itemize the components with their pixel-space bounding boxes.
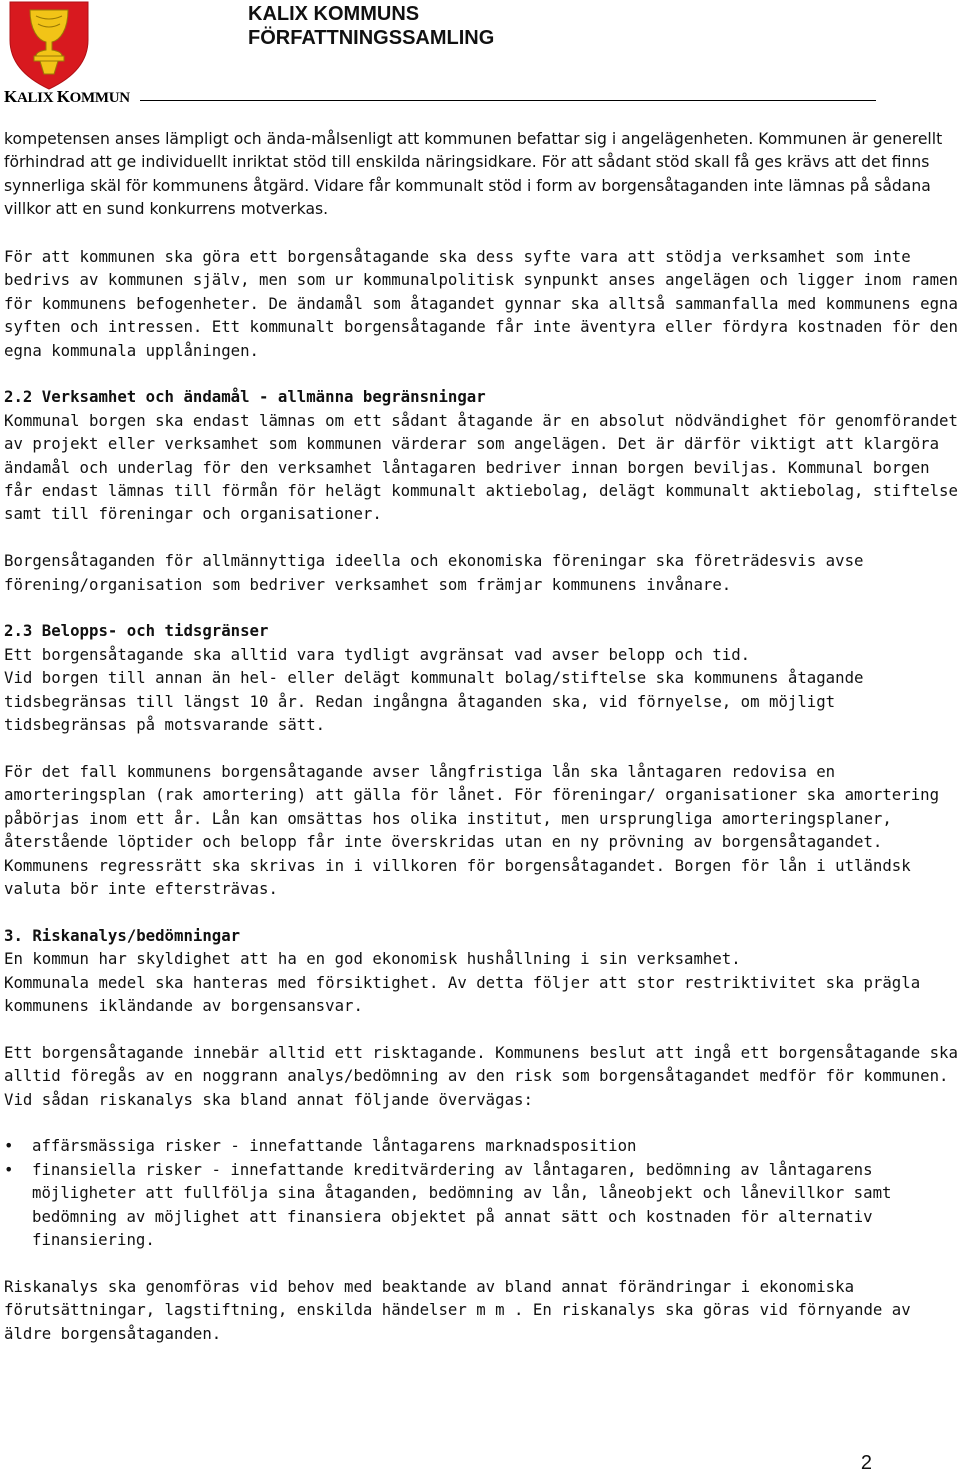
list-item-text: finansiella risker - innefattande kreditvärdering av låntagaren, bedömning av låntagarens möjligheter att fullfölja sina åtaganden, bedömning av lån, låneobjekt och lånevillkor samt bedömning av möjlighet att finansiera objektet på annat sätt och kostnaden för alternativ finansiering. (32, 1159, 892, 1249)
spacer (4, 737, 958, 760)
publication-title (248, 2, 494, 50)
section-heading-2-2: 2.2 Verksamhet och ändamål - allmänna begränsningar (4, 387, 486, 407)
title-line-2: FÖRFATTNINGSSAMLING (248, 27, 495, 49)
spacer (4, 222, 958, 245)
paragraph-associations: Borgensåtaganden för allmännyttiga ideella och ekonomiska föreningar ska företrädesvis avse förening/organisation som bedriver verksamhet som främjar kommunens invånare. (4, 551, 864, 594)
wordmark-ommun: OMMUN (69, 90, 130, 106)
spacer (4, 1017, 958, 1040)
spacer (4, 1111, 958, 1134)
spacer (4, 526, 958, 549)
bullet-icon: • (4, 1136, 14, 1156)
paragraph-competence: kompetensen anses lämpligt och ända-målsenligt att kommunen befattar sig i angelägenheten. Kommunen är generellt förhindrad att ge individuellt inriktat stöd till enskilda näringsidkare. För att sådant stöd skall få ges krävs att det finns synnerliga skäl för kommunens åtgärd. Vidare får kommunalt stöd i form av borgensåtaganden inte lämnas på sådana villkor att en sund konkurrens motverkas. (4, 130, 943, 219)
coat-of-arms-chalice-icon (6, 0, 92, 90)
page-header (0, 0, 960, 104)
page-number: 2 (860, 1452, 872, 1474)
paragraph-purpose: För att kommunen ska göra ett borgensåtagande ska dess syfte vara att stödja verksamhet som inte bedrivs av kommunen själv, men som ur kommunalpolitisk synpunkt anses angelägen och ligger inom ramen för kommunens befogenheter. De ändamål som åtagandet gynnar ska alltså sammanfalla med kommunens egna syften och intressen. Ett kommunalt borgensåtagande får inte äventyra eller fördyra kostnaden för den egna kommunala upplåningen. (4, 247, 958, 360)
paragraph-limits-b: Vid borgen till annan än hel- eller delägt kommunalt bolag/stiftelse ska kommunens åtagande tidsbegränsas till längst 10 år. Redan ingångna åtaganden ska, vid förnyelse, om möjligt tidsbegränsas på motsvarande sätt. (4, 668, 864, 735)
paragraph-risk-taking: Ett borgensåtagande innebär alltid ett risktagande. Kommunens beslut att ingå ett borgensåtagande ska alltid föregås av en noggrann analys/bedömning av den risk som borgensåtagandet medför för kommunen. Vid sådan riskanalys ska bland annat följande övervägas: (4, 1042, 958, 1109)
spacer (4, 900, 958, 923)
section-heading-3: 3. Riskanalys/bedömningar (4, 925, 241, 945)
municipality-wordmark (4, 87, 130, 107)
paragraph-risk-analysis: Riskanalys ska genomföras vid behov med beaktande av bland annat förändringar i ekonomiska förutsättningar, lagstiftning, enskilda händelser m m . En riskanalys ska göras vid förnyande av äldre borgensåtaganden. (4, 1276, 911, 1343)
bullet-icon: • (4, 1159, 14, 1179)
wordmark-initial-k: K (4, 87, 17, 106)
paragraph-caution: Kommunala medel ska hanteras med försiktighet. Av detta följer att stor restriktivitet ska prägla kommunens ikländande av borgensansvar. (4, 972, 921, 1015)
section-heading-2-3: 2.3 Belopps- och tidsgränser (4, 621, 269, 641)
wordmark-initial-k2: K (56, 87, 70, 106)
spacer (4, 362, 958, 385)
list-item (4, 1134, 958, 1157)
document-body (4, 128, 958, 1345)
paragraph-amortization: För det fall kommunens borgensåtagande avser långfristiga lån ska låntagaren redovisa en amorteringsplan (rak amortering) att gälla för lånet. För föreningar/ organisationer ska amortering påbörjas inom ett år. Lån kan omsättas hos olika institut, men ursprungliga amorteringsplaner, återstående löptider och belopp får inte överskridas utan en ny prövning av borgensåtagandet. Kommunens regressrätt ska skrivas in i villkoren för borgensåtagandet. Borgen för lån i utländsk valuta bör inte eftersträvas. (4, 761, 940, 898)
paragraph-economic-duty: En kommun har skyldighet att ha en god ekonomisk hushållning i sin verksamhet. (4, 949, 741, 969)
title-line-1: KALIX KOMMUNS (248, 3, 420, 25)
paragraph-limits-a: Ett borgensåtagande ska alltid vara tydligt avgränsat vad avser belopp och tid. (4, 644, 751, 664)
list-item (4, 1158, 958, 1252)
spacer (4, 1251, 958, 1274)
spacer (4, 596, 958, 619)
wordmark-alix: ALIX (16, 90, 57, 106)
header-divider (140, 100, 876, 101)
list-item-text: affärsmässiga risker - innefattande låntagarens marknadsposition (32, 1136, 637, 1156)
risk-list (4, 1134, 958, 1251)
paragraph-municipal-guarantee: Kommunal borgen ska endast lämnas om ett sådant åtagande är en absolut nödvändighet för genomförandet av projekt eller verksamhet som kommunen värderar som angelägen. Det är därför viktigt att klargöra ändamål och underlag för den verksamhet låntagaren bedriver innan borgen beviljas. Kommunal borgen får endast lämnas till förmån för helägt kommunalt aktiebolag, delägt kommunalt aktiebolag, stiftelse samt till föreningar och organisationer. (4, 410, 958, 524)
